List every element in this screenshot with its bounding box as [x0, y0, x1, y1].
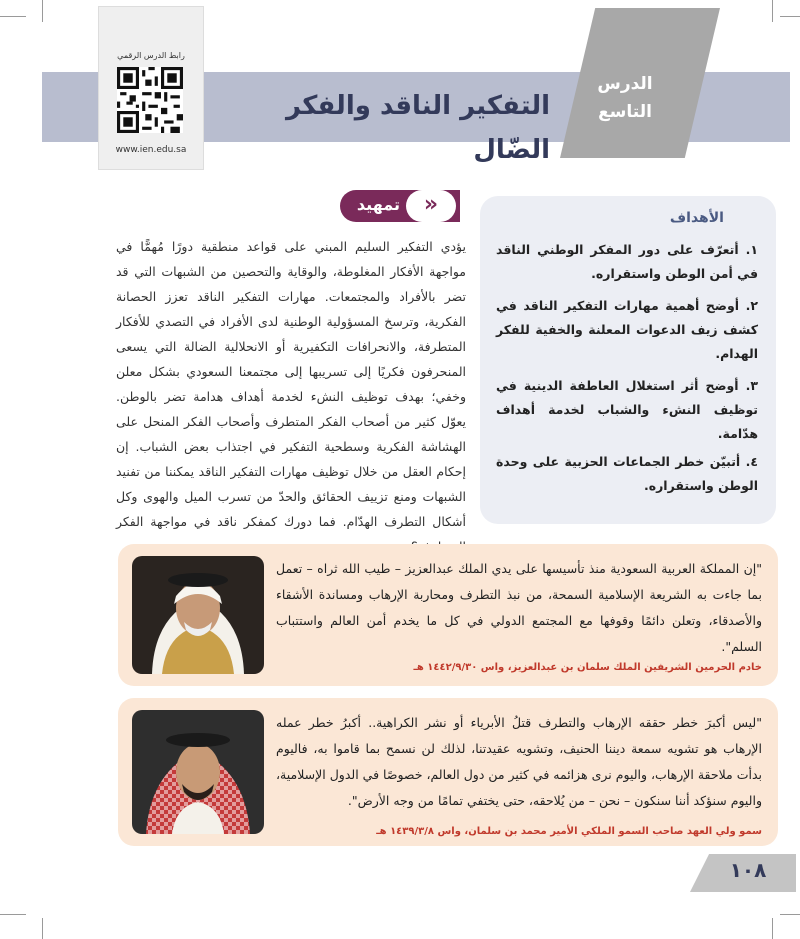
intro-tab [340, 190, 460, 222]
portrait-crown-prince [132, 710, 264, 834]
intro-label: تمهيد [356, 195, 400, 214]
lesson-title: التفكير الناقد والفكر الضّال [286, 91, 550, 165]
qr-card[interactable] [98, 6, 204, 170]
quote-text-crown-prince: "ليس أكبرَ خطر حققه الإرهاب والتطرف قتلُ الأبرياء أو نشر الكراهية.. أكبرُ خطر عمله الإرهاب هو تشويه سمعة ديننا الحنيف، وتشويه عقيدتنا، لذلك لن نسمح بما قاموا به، فاليوم بدأت ملاحقة الإرهاب، واليوم نرى هزائمه في كثير من دول العالم، خصوصًا في الدول الإسلامية، واليوم سنؤكد أننا سنكون – نحن – من يُلاحقه، حتى يختفي تمامًا من وجه الأرض". [276, 715, 762, 808]
lesson-label-line1: الدرس [597, 74, 653, 94]
qr-code-icon[interactable] [117, 67, 183, 133]
qr-url[interactable]: www.ien.edu.sa [115, 145, 187, 155]
quote-box-king [118, 544, 778, 686]
goal-item: ١. أتعرّف على دور المفكر الوطني الناقد في أمن الوطن واستقراره. [496, 242, 758, 281]
quote-box-crown-prince [118, 698, 778, 846]
crop-mark [772, 0, 773, 22]
crop-mark [0, 914, 26, 915]
double-chevron-icon: « [406, 190, 456, 222]
goal-item: ٢. أوضح أهمية مهارات التفكير الناقد في كشف زيف الدعوات المعلنة والخفية للفكر الهدام. [496, 298, 758, 361]
crop-mark [780, 914, 800, 915]
goals-title: الأهداف [669, 210, 724, 226]
crop-mark [772, 918, 773, 939]
quote-source-king: خادم الحرمين الشريفين الملك سلمان بن عبدالعزيز، واس ١٤٤٢/٩/٣٠ هـ [413, 662, 762, 673]
intro-paragraph: يؤدي التفكير السليم المبني على قواعد منطقية دورًا مُهمًّا في مواجهة الأفكار المغلوطة، والوقاية والتحصين من الشبهات التي قد تضر بالأفراد والمجتمعات. مهارات التفكير الناقد تعزز الحصانة الفكرية، وترسخ المسؤولية الوطنية لدى الأفراد في التصدي للأفكار المتطرفة، والانحرافات التكفيرية أو الانحلالية الضالة التي يسعى المنحرفون فكريًا إلى تسريبها إلى مجتمعنا السعودي بشكل معلن وخفي؛ بهدف توظيف النشء لخدمة أهداف هدامة تضر بالوطن. يعوّل كثير من أصحاب الفكر المتطرف وأصحاب الفكر المنحل على الهشاشة الفكرية وسطحية التفكير في اجتذاب بعض الشباب. إن إحكام العقل من خلال توظيف مهارات التفكير الناقد يمكننا من تفنيد الشبهات ومنع تزييف الحقائق والحدّ من تسرب الميل والهوى وكل أشكال التطرف الهدّام. فما دورك كمفكر ناقد في مواجهة الفكر [116, 239, 466, 529]
portrait-king [132, 556, 264, 674]
crop-mark [780, 16, 800, 17]
lesson-label-line2: التاسع [598, 102, 652, 122]
crop-mark [0, 16, 26, 17]
page-number: ١٠٨ [729, 858, 767, 882]
goal-item: ٣. أوضح أثر استغلال العاطفة الدينية في توظيف النشء والشباب لخدمة أهداف هدّامة. [496, 378, 758, 441]
quote-text-king: "إن المملكة العربية السعودية منذ تأسيسها على يدي الملك عبدالعزيز – طيب الله ثراه – تعمل بما جاءت به الشريعة الإسلامية السمحة، من نبذ التطرف ومحاربة الإرهاب ومساندة الأشقاء والأصدقاء، وتعلن دائمًا وقوفها مع المجتمع الدولي في كل ما يخدم أمن العالم واستتباب السلم". [276, 561, 762, 654]
goal-item: ٤. أتبيّن خطر الجماعات الحزبية على وحدة الوطن واستقراره. [496, 454, 758, 493]
quote-source-crown-prince: سمو ولي العهد صاحب السمو الملكي الأمير محمد بن سلمان، واس ١٤٣٩/٣/٨ هـ [376, 826, 762, 837]
qr-label: رابط الدرس الرقمي [117, 51, 185, 60]
lesson-number-label [575, 70, 675, 126]
crop-mark [42, 918, 43, 939]
crop-mark [42, 0, 43, 22]
goals-box [480, 196, 776, 524]
